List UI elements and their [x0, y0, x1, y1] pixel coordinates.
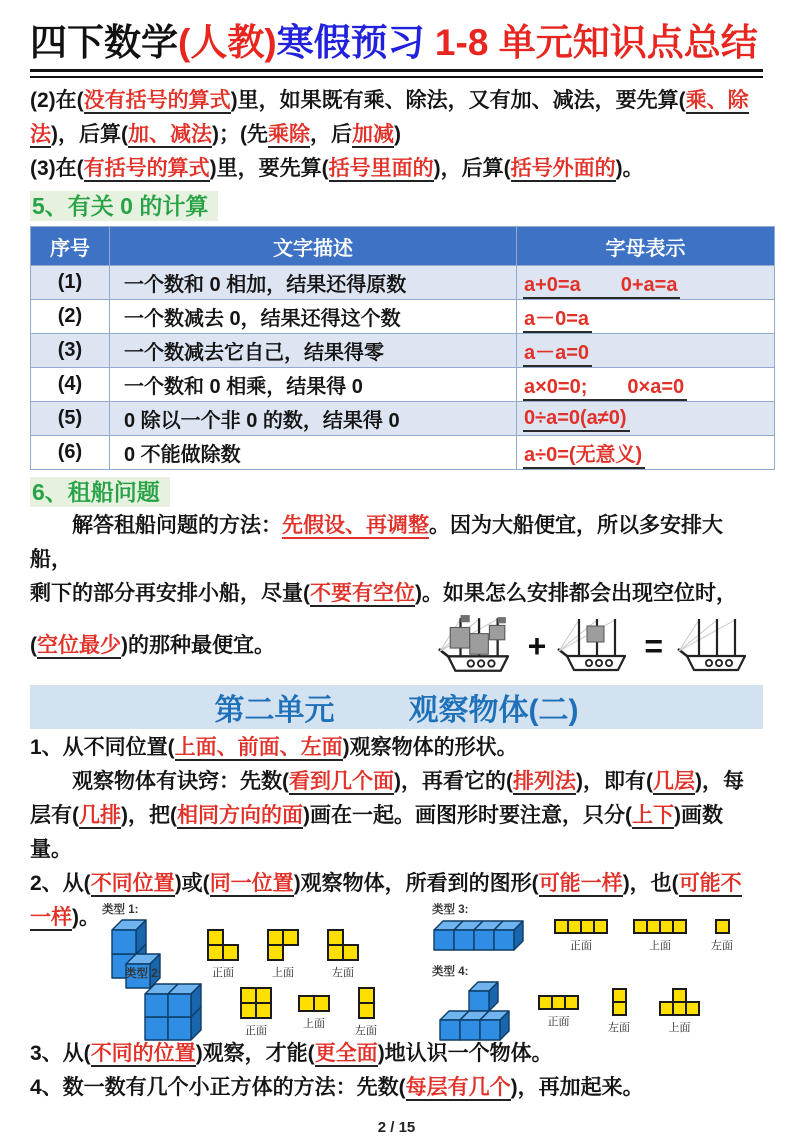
section6-heading: 6、租船问题	[30, 477, 170, 507]
text-segment: (3)在(	[30, 157, 84, 180]
view-label: 上面	[303, 1017, 325, 1030]
figure-row	[432, 980, 729, 1042]
text-segment: )地认识一个物体。	[377, 1042, 553, 1065]
cube-stack-drawing	[438, 980, 511, 1042]
text-segment: )；(先	[212, 123, 268, 146]
view-grid	[658, 987, 701, 1017]
figure-type-label: 类型 1:	[102, 904, 139, 916]
text-segment: )观察，才能(	[195, 1042, 315, 1065]
table-cell: (3)	[31, 334, 110, 368]
formula-text: a－0=a	[523, 308, 592, 333]
page-number: 2 / 15	[377, 1119, 416, 1136]
text-segment: 可能一样	[538, 872, 623, 895]
table-cell: (2)	[31, 300, 110, 334]
title-edition: (人教)	[178, 22, 277, 63]
table-cell: (1)	[31, 266, 110, 300]
text-segment: 有括号的算式	[83, 157, 210, 180]
formula-text: a×0=0; 0×a=0	[523, 376, 687, 401]
view-grid	[357, 986, 376, 1020]
point1-paragraph	[30, 731, 763, 765]
text-segment: 几层	[653, 770, 695, 793]
text-segment: )，也(	[622, 872, 679, 895]
text-segment: 可能不	[678, 872, 742, 895]
formula-text: 0÷a=0(a≠0)	[523, 407, 630, 432]
text-segment: )。如果怎么安排都会出现空位时，	[415, 582, 737, 605]
equals-sign: =	[644, 627, 663, 664]
view-label: 左面	[332, 967, 354, 979]
title-term: 寒假预习	[276, 22, 425, 63]
text-segment: )，每	[695, 770, 744, 793]
table-cell	[517, 300, 775, 334]
view-grid	[239, 986, 273, 1020]
view-grid	[714, 918, 731, 935]
table-cell	[517, 266, 775, 300]
title-underline	[30, 69, 763, 78]
text-segment: 相同方向的面	[177, 804, 303, 827]
table-body	[31, 266, 775, 470]
unit2-banner	[30, 685, 763, 729]
zero-calculation-table	[30, 226, 775, 470]
text-segment: 每层有几个	[405, 1076, 511, 1099]
text-segment: )，把(	[121, 804, 177, 827]
table-row	[31, 300, 775, 334]
text-segment: 1、从不同位置(	[30, 736, 175, 759]
text-segment: )的那种最便宜。	[121, 634, 275, 657]
text-segment: 层有(	[30, 804, 79, 827]
table-cell	[517, 334, 775, 368]
text-segment: (	[30, 634, 37, 657]
paragraph-no-brackets-rule	[30, 84, 763, 152]
view-diagram	[711, 918, 733, 953]
text-segment: )，后算(	[51, 123, 128, 146]
table-cell: 一个数和 0 相乘，结果得 0	[110, 368, 517, 402]
text-segment: 加减	[352, 123, 394, 146]
formula-text: a+0=a 0+a=a	[523, 274, 680, 299]
paragraph-brackets-rule	[30, 152, 763, 186]
view-label: 左面	[608, 1022, 630, 1034]
view-label: 左面	[355, 1025, 377, 1037]
view-label: 上面	[649, 940, 671, 952]
col-header-desc: 文字描述	[110, 227, 517, 266]
title-units: 1-8 单元知识点总结	[424, 22, 758, 63]
text-segment: 几排	[79, 804, 121, 827]
boat-conclusion-row	[30, 611, 763, 681]
text-segment: 没有括号的算式	[83, 89, 231, 112]
text-segment: 先数(	[240, 770, 289, 793]
text-segment: 同一位置	[209, 872, 294, 895]
table-cell	[517, 436, 775, 470]
text-segment: 加、减法	[128, 123, 212, 146]
table-row	[31, 368, 775, 402]
text-segment: 空位最少	[37, 634, 121, 657]
table-cell: 一个数减去它自己，结果得零	[110, 334, 517, 368]
text-segment: )里，要先算(	[209, 157, 329, 180]
empty-ship-icon	[671, 614, 759, 678]
figure-row	[125, 982, 401, 1042]
text-segment: 排列法	[513, 770, 576, 793]
view-label: 正面	[245, 1025, 267, 1037]
cube-stack-drawing	[143, 982, 203, 1042]
text-segment: ，后	[310, 123, 352, 146]
text-segment: )画数量。	[30, 804, 723, 861]
view-label: 正面	[547, 1015, 570, 1028]
figure-type-2	[125, 965, 401, 1042]
formula-text: a－a=0	[523, 342, 592, 367]
table-row	[31, 402, 775, 436]
view-label: 上面	[668, 1022, 691, 1034]
view-grid	[297, 994, 331, 1013]
figure-type-4	[432, 963, 729, 1042]
boat-paragraph-line3	[30, 629, 275, 663]
text-segment: (2)在(	[30, 89, 84, 112]
text-segment: 不要有空位	[310, 582, 415, 605]
text-segment: )观察物体的形状。	[342, 736, 518, 759]
plus-sign: +	[527, 627, 547, 664]
view-diagram	[553, 918, 609, 953]
title-subject: 四下数学	[30, 22, 178, 63]
text-segment: 一样	[30, 906, 72, 929]
table-header-row	[31, 227, 775, 266]
text-segment: 乘、除	[685, 89, 749, 112]
text-segment: 4、数一数有几个小正方体的方法：先数(	[30, 1076, 406, 1099]
view-diagram	[239, 986, 273, 1038]
ship-equation	[434, 613, 763, 679]
figure-type-label: 类型 3:	[432, 904, 469, 916]
text-segment: )。	[615, 157, 644, 180]
text-segment: 3、从(	[30, 1042, 91, 1065]
unit2-banner-title: 观察物体(二)	[408, 694, 579, 727]
point3-paragraph	[30, 1037, 763, 1071]
text-segment: 括号里面的	[328, 157, 434, 180]
unit2-banner-number: 第二单元	[214, 694, 335, 727]
table-cell: 一个数减去 0，结果还得这个数	[110, 300, 517, 334]
text-segment: )	[394, 123, 401, 146]
text-segment: 不同的位置	[90, 1042, 196, 1065]
view-diagram	[608, 987, 630, 1035]
text-segment: )，再加起来。	[510, 1076, 644, 1099]
text-segment: )或(	[174, 872, 210, 895]
text-segment: )。	[72, 906, 100, 929]
text-segment: 更全面	[314, 1042, 378, 1065]
view-label: 上面	[272, 967, 294, 979]
view-grid	[632, 918, 688, 935]
point4-paragraph	[30, 1071, 763, 1105]
boat-paragraph	[30, 509, 763, 611]
view-grid	[266, 928, 300, 962]
text-segment: )观察物体，所看到的图形(	[293, 872, 539, 895]
text-segment: 上下	[632, 804, 674, 827]
text-segment: 剩下的部分再安排小船，尽量(	[30, 582, 310, 605]
text-segment: 观察物体有诀窍：	[72, 770, 240, 793]
view-label: 正面	[212, 967, 234, 979]
text-segment: 2、从(	[30, 872, 91, 895]
table-cell: (6)	[31, 436, 110, 470]
table-cell	[517, 368, 775, 402]
view-grid	[206, 928, 240, 962]
section5-heading: 5、有关 0 的计算	[30, 191, 218, 221]
figure-type-label: 类型 4:	[432, 966, 469, 978]
text-segment: )画在一起。画图形时要注意，只分(	[303, 804, 632, 827]
text-segment: 解答租船问题的方法：	[72, 514, 282, 537]
table-row	[31, 334, 775, 368]
text-segment: 。因为大船便宜，所以多安排大船，	[30, 514, 723, 571]
text-segment: )，再看它的(	[394, 770, 513, 793]
text-segment: 括号外面的	[510, 157, 616, 180]
text-segment: 看到几个面	[289, 770, 394, 793]
small-ship-icon	[554, 614, 636, 678]
col-header-no: 序号	[31, 227, 110, 266]
view-diagram	[297, 994, 331, 1031]
figure-type-3	[432, 901, 756, 953]
table-row	[31, 436, 775, 470]
text-segment: 上面、前面、左面	[174, 736, 343, 759]
view-grid	[611, 987, 628, 1017]
text-segment: )，后算(	[433, 157, 511, 180]
text-segment: 法	[30, 123, 51, 146]
view-grid	[553, 918, 609, 935]
table-row	[31, 266, 775, 300]
table-cell: 0 除以一个非 0 的数，结果得 0	[110, 402, 517, 436]
cube-stack-drawing	[432, 919, 525, 952]
text-segment: 乘除	[268, 123, 310, 146]
table-cell: (5)	[31, 402, 110, 436]
big-ship-icon	[434, 613, 520, 679]
view-grid	[326, 928, 360, 962]
cube-figures	[30, 901, 763, 1037]
view-diagram	[632, 918, 688, 953]
text-segment: 先假设、再调整	[282, 514, 429, 537]
table-cell	[517, 402, 775, 436]
view-grid	[537, 994, 580, 1011]
figure-row	[432, 918, 756, 953]
view-label: 正面	[570, 940, 592, 952]
view-diagram	[537, 994, 580, 1029]
text-segment: )里，如果既有乘、除法，又有加、减法，要先算(	[230, 89, 686, 112]
table-cell: 一个数和 0 相加，结果还得原数	[110, 266, 517, 300]
view-label: 左面	[711, 940, 733, 952]
text-segment: )，即有(	[576, 770, 653, 793]
table-cell: 0 不能做除数	[110, 436, 517, 470]
page-title	[30, 12, 763, 66]
figure-type-label: 类型 2:	[125, 968, 162, 980]
text-segment: 不同位置	[90, 872, 175, 895]
view-diagram	[355, 986, 377, 1038]
formula-text: a÷0=(无意义)	[523, 444, 645, 469]
col-header-formula: 字母表示	[517, 227, 775, 266]
table-cell: (4)	[31, 368, 110, 402]
view-diagram	[658, 987, 701, 1035]
tip-paragraph	[30, 765, 763, 867]
